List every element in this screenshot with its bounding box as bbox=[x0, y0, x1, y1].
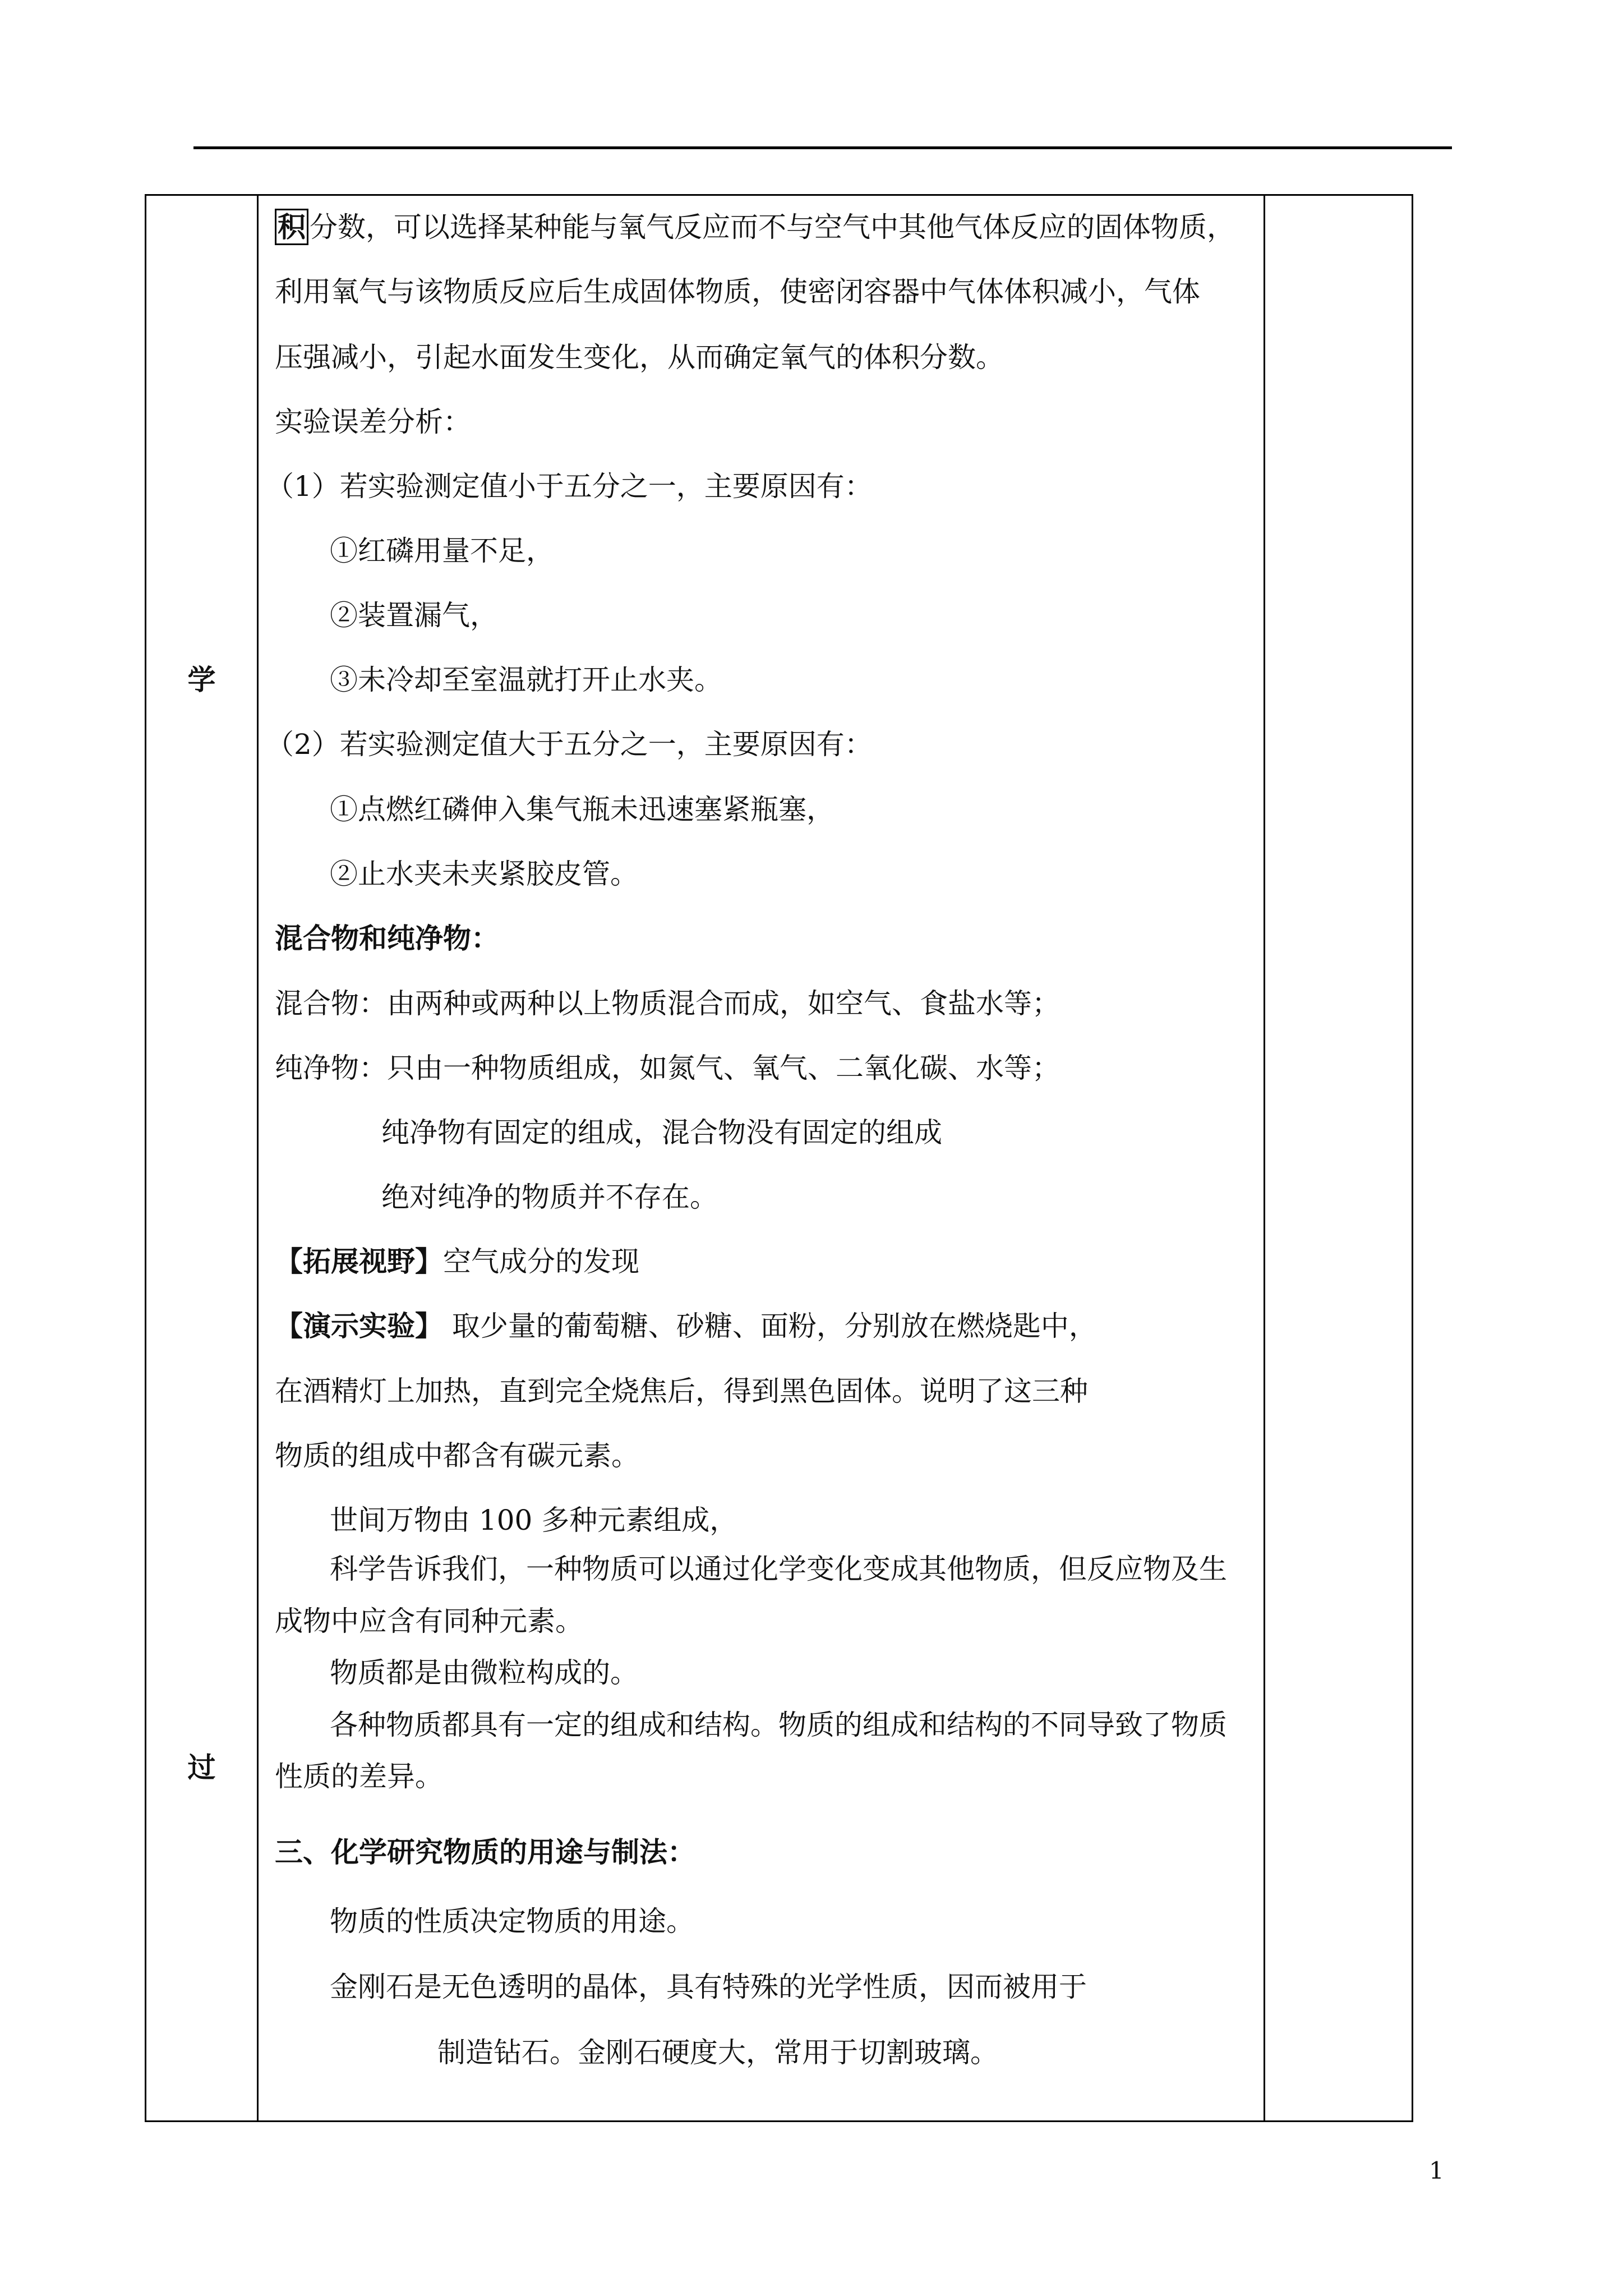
text-line-1: 积 分数，可以选择某种能与氧气反应而不与空气中其他气体反应的固体物质， bbox=[275, 213, 1235, 241]
text-line-16: 绝对纯净的物质并不存在。 bbox=[381, 1181, 718, 1213]
text-line-21: 世间万物由 100 多种元素组成， bbox=[330, 1504, 738, 1536]
section-heading-mixtures: 混合物和纯净物： bbox=[275, 922, 499, 955]
side-label-xue: 学 bbox=[187, 663, 216, 696]
text-line-19: 在酒精灯上加热，直到完全烧焦后，得到黑色固体。说明了这三种 bbox=[275, 1375, 1088, 1407]
text-line-30: 制造钻石。金刚石硬度大，常用于切割玻璃。 bbox=[437, 2036, 998, 2069]
text-line-6: ①红磷用量不足， bbox=[330, 535, 554, 567]
column-divider-left bbox=[257, 196, 259, 2120]
text-line-22: 科学告诉我们，一种物质可以通过化学变化变成其他物质，但反应物及生 bbox=[330, 1553, 1227, 1585]
text-line-2: 利用氧气与该物质反应后生成固体物质，使密闭容器中气体体积减小，气体 bbox=[275, 275, 1200, 308]
text-line-11: ②止水夹未夹紧胶皮管。 bbox=[330, 858, 638, 890]
text-line-7: ②装置漏气， bbox=[330, 599, 498, 632]
text-line-10: ①点燃红磷伸入集气瓶未迅速塞紧瓶塞， bbox=[330, 793, 834, 826]
text-line-24: 物质都是由微粒构成的。 bbox=[330, 1657, 638, 1689]
text-line-17: 【拓展视野】空气成分的发现 bbox=[275, 1245, 639, 1278]
text-line-8: ③未冷却至室温就打开止水夹。 bbox=[330, 664, 722, 696]
text-line-3: 压强减小，引起水面发生变化，从而确定氧气的体积分数。 bbox=[275, 341, 1004, 374]
boxed-char: 积 bbox=[275, 209, 308, 245]
text-line-14: 纯净物：只由一种物质组成，如氮气、氧气、二氧化碳、水等； bbox=[275, 1052, 1060, 1084]
page-number: 1 bbox=[1429, 2157, 1444, 2184]
column-divider-right bbox=[1264, 196, 1265, 2120]
header-rule bbox=[193, 146, 1452, 149]
text-line-9: （2）若实验测定值大于五分之一，主要原因有： bbox=[266, 728, 873, 761]
text-line-29: 金刚石是无色透明的晶体，具有特殊的光学性质，因而被用于 bbox=[330, 1971, 1087, 2003]
text-line-13: 混合物：由两种或两种以上物质混合而成，如空气、食盐水等； bbox=[275, 987, 1060, 1020]
text-line-15: 纯净物有固定的组成，混合物没有固定的组成 bbox=[381, 1116, 942, 1149]
text-line-18: 【演示实验】 取少量的葡萄糖、砂糖、面粉，分别放在燃烧匙中， bbox=[275, 1309, 1097, 1342]
side-label-guo: 过 bbox=[187, 1751, 216, 1784]
text-line-26: 性质的差异。 bbox=[275, 1760, 443, 1793]
text-line-20: 物质的组成中都含有碳元素。 bbox=[275, 1439, 639, 1472]
text-line-28: 物质的性质决定物质的用途。 bbox=[330, 1905, 694, 1938]
text-line-23: 成物中应含有同种元素。 bbox=[275, 1605, 583, 1637]
text-line-25: 各种物质都具有一定的组成和结构。物质的组成和结构的不同导致了物质 bbox=[330, 1709, 1227, 1741]
text-line-5: （1）若实验测定值小于五分之一，主要原因有： bbox=[266, 470, 873, 503]
section-heading-uses: 三、化学研究物质的用途与制法： bbox=[275, 1835, 695, 1869]
text-line-4: 实验误差分析： bbox=[275, 406, 471, 438]
